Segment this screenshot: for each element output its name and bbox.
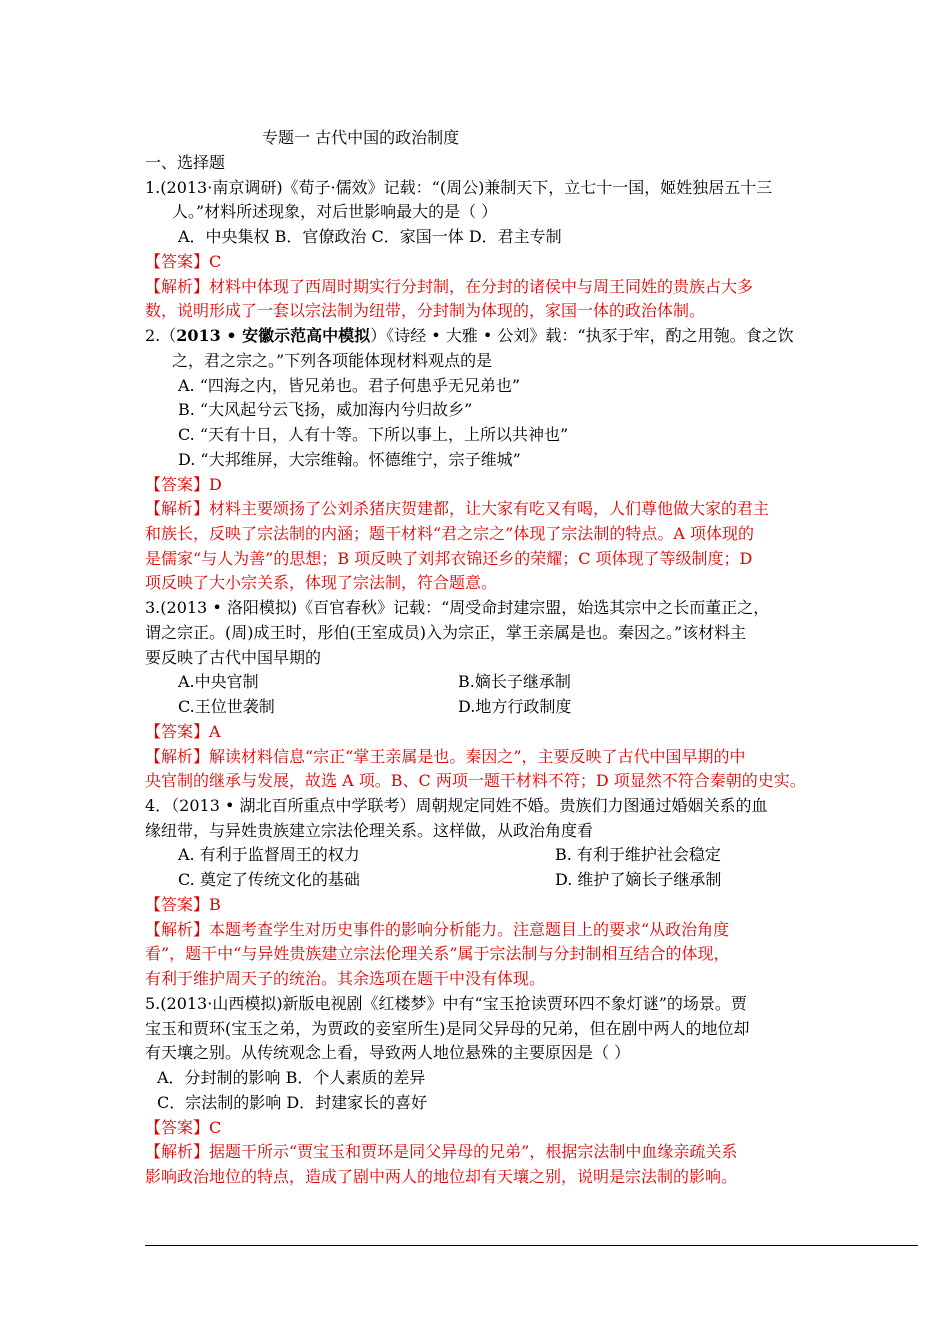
q2-option-c: C. “天有十日，人有十等。下所以事上，上所以共神也” [178,425,569,444]
q5-stem-line1: 5.(2013·山西模拟)新版电视剧《红楼梦》中有“宝玉抢读贾环四不象灯谜”的场景。贾 [145,994,747,1013]
q4-option-d: D. 维护了嫡长子继承制 [555,870,722,889]
q2-option-d: D. “大邦维屏，大宗维翰。怀德维宁，宗子维城” [178,450,521,469]
q1-analysis-line1: 【解析】材料中体现了西周时期实行分封制，在分封的诸侯中与周王同姓的贵族占大多 [145,277,754,296]
q1-options: A．中央集权 B．官僚政治 C．家国一体 D．君主专制 [178,227,562,246]
q4-option-a: A. 有利于监督周王的权力 [178,845,360,864]
q3-option-b: B.嫡长子继承制 [458,672,571,691]
q5-analysis-line2: 影响政治地位的特点，造成了剧中两人的地位却有天壤之别，说明是宗法制的影响。 [145,1167,738,1186]
q3-option-d: D.地方行政制度 [458,697,572,716]
q1-stem-line2: 人。”材料所述现象，对后世影响最大的是（ ） [172,202,498,221]
q4-answer: 【答案】B [145,895,221,914]
q2-number: 2.（ [145,326,177,345]
q2-option-a: A. “四海之内，皆兄弟也。君子何患乎无兄弟也” [178,376,521,395]
q2-analysis-line1: 【解析】材料主要颂扬了公刘杀猪庆贺建都，让大家有吃又有喝，人们尊他做大家的君主 [145,499,770,518]
footer-rule [145,1245,918,1246]
q3-stem-line1: 3.(2013 • 洛阳模拟)《百官春秋》记载：“周受命封建宗盟，始选其宗中之长而董正之， [145,598,770,617]
q2-source: 2013 • 安徽示范高中模拟 [176,326,371,345]
q2-stem-line2: 之，君之宗之。”下列各项能体现材料观点的是 [172,351,493,370]
q4-option-c: C. 奠定了传统文化的基础 [178,870,360,889]
q2-analysis-line3: 是儒家“与人为善”的思想；B 项反映了刘邦衣锦还乡的荣耀；C 项体现了等级制度；D [145,549,753,568]
page-title: 专题一 古代中国的政治制度 [262,128,460,147]
q3-option-c: C.王位世袭制 [178,697,275,716]
q5-options-row1: A．分封制的影响 B．个人素质的差异 [157,1068,426,1087]
q5-answer: 【答案】C [145,1118,222,1137]
q3-answer: 【答案】A [145,722,221,741]
q2-answer: 【答案】D [145,475,222,494]
q2-analysis-line2: 和族长，反映了宗法制的内涵；题干材料“君之宗之”体现了宗法制的特点。A 项体现的 [145,524,755,543]
q3-option-a: A.中央官制 [178,672,259,691]
q2-stem-text: ）《诗经 • 大雅 • 公刘》载：“执豕于牢，酌之用匏。食之饮 [370,326,794,345]
q5-options-row2: C．宗法制的影响 D．封建家长的喜好 [157,1093,428,1112]
q4-analysis-line3: 有利于维护周天子的统治。其余选项在题干中没有体现。 [145,969,546,988]
q3-stem-line3: 要反映了古代中国早期的 [145,648,322,667]
q2-option-b: B. “大风起兮云飞扬，威加海内兮归故乡” [178,400,473,419]
q4-analysis-line1: 【解析】本题考查学生对历史事件的影响分析能力。注意题目上的要求“从政治角度 [145,920,730,939]
q5-stem-line2: 宝玉和贾环(宝玉之弟，为贾政的妾室所生)是同父异母的兄弟，但在剧中两人的地位却 [145,1019,750,1038]
q4-analysis-line2: 看”，题干中“与异姓贵族建立宗法伦理关系”属于宗法制与分封制相互结合的体现， [145,944,730,963]
q4-stem-line1: 4．（2013 • 湖北百所重点中学联考）周朝规定同姓不婚。贵族们力图通过婚姻关系的血 [145,796,768,815]
section-heading: 一、选择题 [145,153,226,172]
q5-analysis-line1: 【解析】据题干所示“贾宝玉和贾环是同父异母的兄弟”，根据宗法制中血缘亲疏关系 [145,1142,738,1161]
q3-analysis-line2: 央官制的继承与发展，故选 A 项。B、C 两项一题干材料不符；D 项显然不符合秦朝的史实。 [145,771,806,790]
q4-option-b: B. 有利于维护社会稳定 [555,845,721,864]
q4-stem-line2: 缘纽带，与异姓贵族建立宗法伦理关系。这样做，从政治角度看 [145,821,594,840]
q3-stem-line2: 谓之宗正。(周)成王时，彤伯(王室成员)入为宗正，掌王亲属是也。秦因之。”该材料主 [145,623,747,642]
q1-stem-line1: 1.(2013·南京调研)《荀子·儒效》记载：“(周公)兼制天下，立七十一国，姬姓独居五十三 [145,178,773,197]
q5-stem-line3: 有天壤之别。从传统观念上看，导致两人地位悬殊的主要原因是（ ） [145,1043,631,1062]
q3-analysis-line1: 【解析】解读材料信息“宗正“掌王亲属是也。秦因之”，主要反映了古代中国早期的中 [145,747,746,766]
q1-answer: 【答案】C [145,252,222,271]
q2-analysis-line4: 项反映了大小宗关系，体现了宗法制，符合题意。 [145,573,498,592]
q2-stem-line1 [145,324,794,348]
q1-analysis-line2: 数，说明形成了一套以宗法制为纽带，分封制为体现的，家国一体的政治体制。 [145,301,706,320]
